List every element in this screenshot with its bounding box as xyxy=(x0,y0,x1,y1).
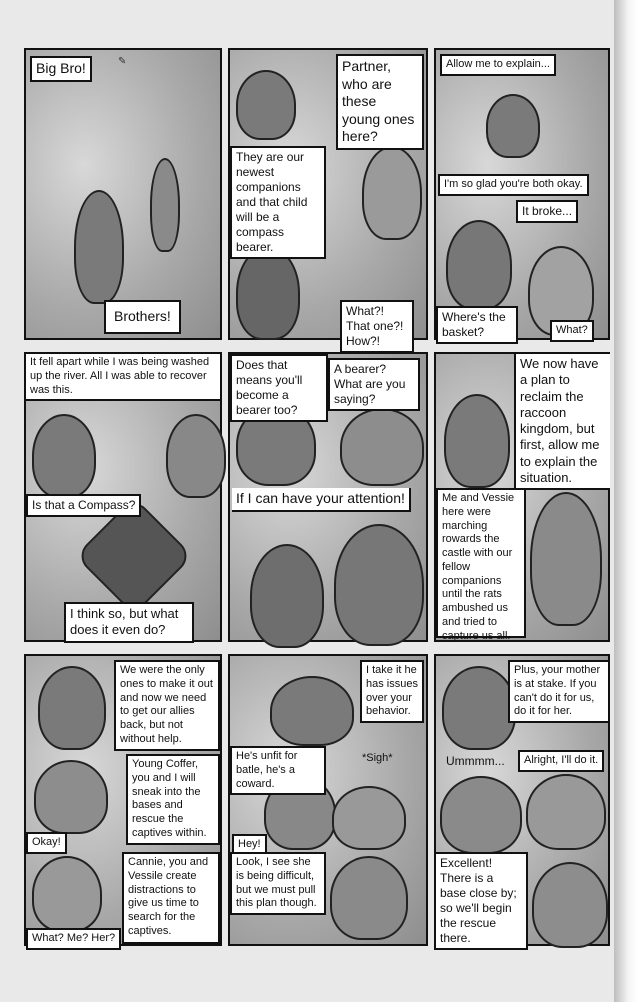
speech-bubble: Hey! xyxy=(232,834,267,856)
speech-bubble: I take it he has issues over your behavior. xyxy=(360,660,424,723)
character-fox xyxy=(530,492,602,626)
panel-1-2 xyxy=(228,48,428,348)
speech-bubble: I'm so glad you're both okay. xyxy=(438,174,589,196)
character-raccoon xyxy=(486,94,540,158)
speech-bubble: Excellent! There is a base close by; so we'll begin the rescue there. xyxy=(434,852,528,950)
panel-3-2 xyxy=(228,654,428,946)
character-duck xyxy=(270,676,354,746)
character-fox xyxy=(362,146,422,240)
speech-bubble: Alright, I'll do it. xyxy=(518,750,604,772)
speech-bubble: I think so, but what does it even do? xyxy=(64,602,194,643)
speech-bubble: Ummmm... xyxy=(446,754,505,768)
character-duck xyxy=(330,856,408,940)
character-fox xyxy=(526,774,606,850)
character-fox xyxy=(32,414,96,498)
speech-bubble: A bearer? What are you saying? xyxy=(328,358,420,411)
speech-bubble: What? xyxy=(550,320,594,342)
speech-bubble: *Sigh* xyxy=(362,752,393,764)
character-duck xyxy=(340,408,424,486)
speech-bubble: Where's the basket? xyxy=(436,306,518,344)
character-fox xyxy=(166,414,226,498)
character-duck xyxy=(332,786,406,850)
character-hood xyxy=(38,666,106,750)
character-fox xyxy=(32,856,102,932)
speech-bubble: Young Coffer, you and I will sneak into the bases and rescue the captives within. xyxy=(126,754,220,845)
panel-1-3 xyxy=(434,48,610,340)
speech-bubble: Brothers! xyxy=(104,300,181,334)
speech-bubble: Me and Vessie here were marching rowards the castle with our fellow companions until the rats ambushed us and tried to capture us all. xyxy=(436,488,526,638)
panel-art xyxy=(26,50,220,338)
speech-bubble: Partner, who are these young ones here? xyxy=(336,54,424,150)
panel-1-1 xyxy=(24,48,222,340)
character-child xyxy=(150,158,180,252)
speech-bubble: It broke... xyxy=(516,200,578,223)
speech-bubble: Look, I see she is being difficult, but we must pull this plan though. xyxy=(230,852,326,915)
speech-bubble: We were the only ones to make it out and now we need to get our allies back, but not without help. xyxy=(114,660,220,751)
speech-bubble: What? Me? Her? xyxy=(26,928,121,950)
character-creature xyxy=(446,220,512,310)
speech-bubble: It fell apart while I was being washed up the river. All I was able to recover was this. xyxy=(26,354,220,401)
speech-bubble: What?! That one?! How?! xyxy=(340,300,414,353)
character-fox xyxy=(440,776,522,854)
speech-bubble: Big Bro! xyxy=(30,56,92,82)
character-hood xyxy=(236,246,300,340)
character-hood xyxy=(236,70,296,140)
character-fox xyxy=(74,190,124,304)
character-duck xyxy=(334,524,424,646)
speech-bubble: Does that means you'll become a bearer too? xyxy=(230,354,328,422)
panel-2-3 xyxy=(434,352,610,642)
speech-bubble: Cannie, you and Vessile create distractions to give us time to search for the captives. xyxy=(122,852,220,944)
speech-bubble: They are our newest companions and that child will be a compass bearer. xyxy=(230,146,326,259)
speech-bubble: Plus, your mother is at stake. If you can't do it for us, do it for her. xyxy=(508,660,610,723)
panel-2-2 xyxy=(228,352,428,642)
character-hood xyxy=(250,544,324,648)
panel-2-1 xyxy=(24,352,222,642)
character-group xyxy=(444,394,510,488)
character-duck xyxy=(442,666,516,750)
panel-3-3 xyxy=(434,654,610,946)
signature-mark: ✎ xyxy=(118,56,127,67)
character-fox xyxy=(532,862,608,948)
speech-bubble: He's unfit for batle, he's a coward. xyxy=(230,746,326,795)
speech-bubble: Is that a Compass? xyxy=(26,494,141,517)
speech-bubble: Allow me to explain... xyxy=(440,54,556,76)
speech-bubble: We now have a plan to reclaim the raccoon kingdom, but first, allow me to explain the situation. xyxy=(514,354,610,490)
panel-3-1 xyxy=(24,654,222,946)
book-spine xyxy=(614,0,638,1002)
character-fox xyxy=(34,760,108,834)
speech-bubble: If I can have your attention! xyxy=(232,488,411,512)
speech-bubble: Okay! xyxy=(26,832,67,854)
